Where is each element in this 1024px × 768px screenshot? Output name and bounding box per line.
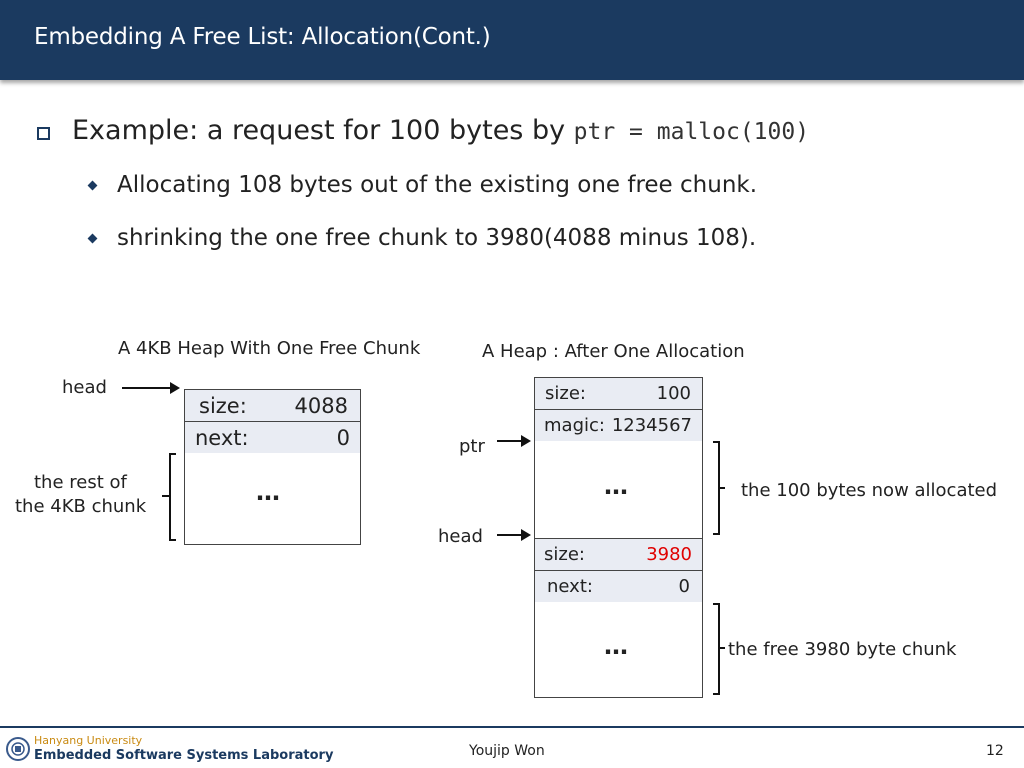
head-arrow-icon [495,525,533,545]
free-size-label: size: [544,544,585,565]
free-next-cell [534,570,703,603]
right-head-label: head [438,526,483,547]
left-next-value: 0 [336,425,350,450]
left-diagram-title: A 4KB Heap With One Free Chunk [118,338,421,359]
rest-label-line2: the 4KB chunk [15,496,147,517]
main-bullet [72,115,809,146]
head-arrow-icon [120,378,182,398]
ptr-label: ptr [459,436,485,457]
slide-title: Embedding A Free List: Allocation(Cont.) [34,24,491,50]
sub-bullet-2: shrinking the one free chunk to 3980(4088 minus 108). [117,225,757,251]
right-magic-value: 1234567 [611,415,692,436]
main-bullet-text: Example: a request for 100 bytes by [72,115,566,146]
page-number: 12 [986,743,1004,759]
right-size-label: size: [545,383,586,404]
right-size-value: 100 [656,383,691,404]
square-bullet-icon [37,127,50,140]
right-diagram-title: A Heap : After One Allocation [482,341,745,362]
right-magic-cell [534,409,703,442]
ptr-arrow-icon [495,431,533,451]
footer-author: Youjip Won [469,743,545,759]
left-next-label: next: [195,425,249,450]
university-seal-icon [6,735,30,763]
main-bullet-code: ptr = malloc(100) [573,119,810,145]
left-size-cell [184,389,361,422]
diamond-bullet-icon [88,234,98,244]
allocated-bracket-icon [705,440,727,538]
footer-university: Hanyang University [34,734,143,747]
left-next-cell [184,421,361,454]
free-size-cell [534,538,703,571]
free-chunk-label: the free 3980 byte chunk [728,639,957,660]
free-size-value: 3980 [646,544,692,565]
left-ellipsis: … [256,478,281,506]
free-next-value: 0 [678,576,690,597]
sub-bullet-1: Allocating 108 bytes out of the existing one free chunk. [117,172,758,198]
right-magic-label: magic: [544,415,605,436]
diamond-bullet-icon [88,181,98,191]
free-ellipsis: … [604,632,629,660]
allocated-label: the 100 bytes now allocated [741,480,998,501]
left-head-label: head [62,377,107,398]
footer-lab: Embedded Software Systems Laboratory [34,748,334,763]
left-bracket-icon [162,452,184,544]
footer-divider [0,726,1024,728]
free-bracket-icon [705,602,727,698]
free-next-label: next: [547,576,593,597]
rest-label-line1: the rest of [34,472,127,493]
left-size-value: 4088 [294,393,348,418]
left-size-label: size: [199,393,247,418]
right-size-cell [534,377,703,410]
right-allocated-ellipsis: … [604,472,629,500]
